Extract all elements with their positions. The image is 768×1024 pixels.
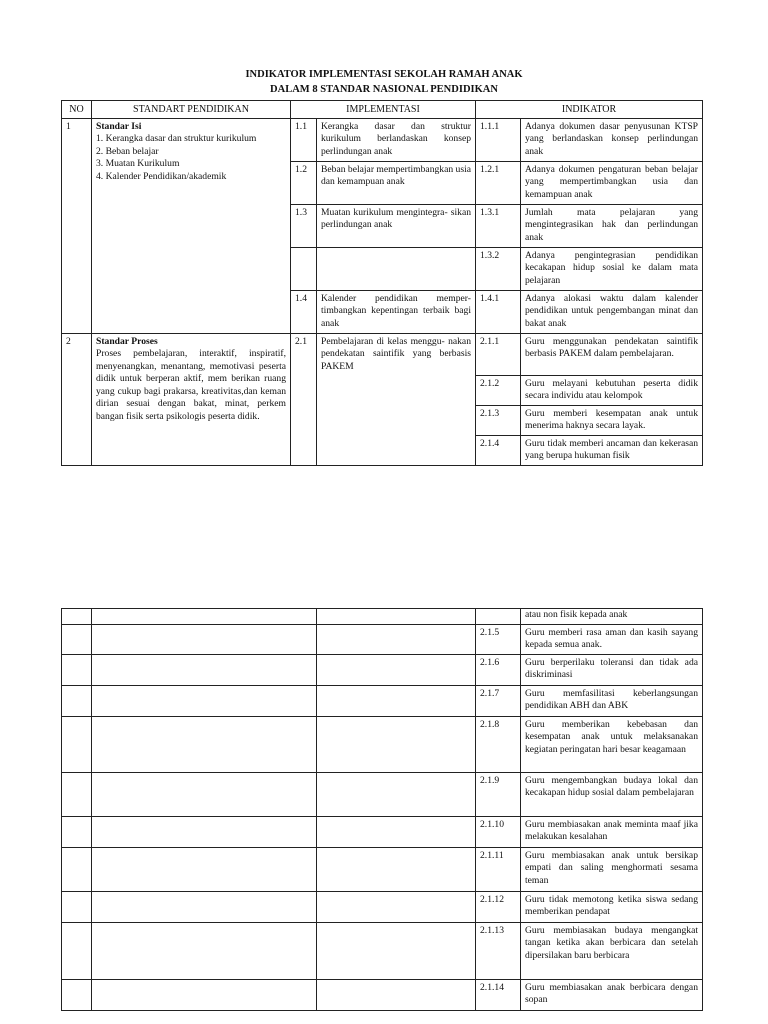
standard-cell — [92, 119, 291, 334]
impl-text-empty — [317, 248, 476, 291]
empty-cell — [476, 609, 521, 625]
empty-cell — [92, 717, 317, 773]
impl-text: Kalender pendidikan memper- timbangkan kepentingan terbaik bagi anak — [317, 291, 476, 334]
empty-cell — [317, 655, 476, 686]
empty-cell — [92, 609, 317, 625]
empty-cell — [92, 817, 317, 848]
ind-text: Guru tidak memotong ketika siswa sedang memberikan pendapat — [521, 892, 703, 923]
ind-code: 1.4.1 — [476, 291, 521, 334]
ind-text: Guru mengembangkan budaya lokal dan kecakapan hidup sosial dalam pembelajaran — [521, 773, 703, 817]
empty-cell — [317, 717, 476, 773]
table-row — [62, 773, 703, 817]
impl-code: 1.3 — [291, 205, 317, 248]
ind-text: Guru membiasakan anak meminta maaf jika melakukan kesalahan — [521, 817, 703, 848]
standard-name: Standar Proses — [96, 336, 158, 347]
header-standart: STANDART PENDIDIKAN — [92, 101, 291, 119]
empty-cell — [317, 892, 476, 923]
table-row — [62, 609, 703, 625]
table-row — [62, 655, 703, 686]
empty-cell — [92, 655, 317, 686]
standard-item: 3. Muatan Kurikulum — [96, 158, 180, 170]
ind-code: 2.1.5 — [476, 625, 521, 655]
empty-cell — [317, 848, 476, 892]
ind-code: 1.3.1 — [476, 205, 521, 248]
ind-code: 2.1.7 — [476, 686, 521, 717]
empty-cell — [317, 773, 476, 817]
impl-code: 1.2 — [291, 162, 317, 205]
ind-text: Guru menggunakan pendekatan saintifik berbasis PAKEM dalam pembelajaran. — [521, 334, 703, 376]
ind-code: 2.1.6 — [476, 655, 521, 686]
empty-cell — [92, 625, 317, 655]
impl-code: 2.1 — [291, 334, 317, 466]
ind-code: 2.1.12 — [476, 892, 521, 923]
row-no: 2 — [62, 334, 92, 466]
ind-text: Guru membiasakan anak berbicara dengan sopan — [521, 980, 703, 1011]
ind-text: Guru melayani kebutuhan peserta didik secara individu atau kelompok — [521, 376, 703, 406]
ind-text: Jumlah mata pelajaran yang mengintegrasikan hak dan perlindungan anak — [521, 205, 703, 248]
empty-cell — [317, 980, 476, 1011]
empty-cell — [92, 848, 317, 892]
empty-cell — [62, 980, 92, 1011]
ind-text: Guru tidak memberi ancaman dan kekerasan yang berupa hukuman fisik — [521, 436, 703, 466]
standard-desc: Proses pembelajaran, interaktif, inspiratif, menyenangkan, menantang, memotivasi peserta didik untuk berperan aktif, mem berikan ruang yang cukup bagi prakarsa, kreativitas,dan keman dirian sesuai dengan bakat, minat, perkem bangan fisik serta psikologis peserta didik. — [96, 348, 286, 422]
impl-code-empty — [291, 248, 317, 291]
empty-cell — [317, 817, 476, 848]
empty-cell — [62, 609, 92, 625]
empty-cell — [62, 848, 92, 892]
ind-code: 2.1.8 — [476, 717, 521, 773]
standard-item: 1. Kerangka dasar dan struktur kurikulum — [96, 133, 257, 145]
table-row — [62, 892, 703, 923]
ind-text: Guru berperilaku toleransi dan tidak ada diskriminasi — [521, 655, 703, 686]
ind-code: 2.1.4 — [476, 436, 521, 466]
ind-text: Guru memfasilitasi keberlangsungan pendidikan ABH dan ABK — [521, 686, 703, 717]
empty-cell — [317, 686, 476, 717]
table-row — [62, 923, 703, 980]
ind-code: 2.1.14 — [476, 980, 521, 1011]
empty-cell — [62, 655, 92, 686]
table-row — [62, 848, 703, 892]
ind-text: Adanya dokumen dasar penyusunan KTSP yang berlandaskan konsep perlindungan anak — [521, 119, 703, 162]
empty-cell — [92, 923, 317, 980]
empty-cell — [62, 817, 92, 848]
header-implementasi: IMPLEMENTASI — [291, 101, 476, 119]
empty-cell — [317, 609, 476, 625]
ind-text: Guru memberi rasa aman dan kasih sayang kepada semua anak. — [521, 625, 703, 655]
ind-text: Guru membiasakan anak untuk bersikap empati dan saling menghormati sesama teman — [521, 848, 703, 892]
empty-cell — [62, 773, 92, 817]
standard-item: 2. Beban belajar — [96, 145, 159, 157]
ind-code: 2.1.13 — [476, 923, 521, 980]
standard-items — [96, 133, 286, 183]
ind-code: 1.2.1 — [476, 162, 521, 205]
ind-text: Guru memberi kesempatan anak untuk menerima haknya secara layak. — [521, 406, 703, 436]
row-no: 1 — [62, 119, 92, 334]
empty-cell — [317, 923, 476, 980]
ind-text: Guru membiasakan budaya mengangkat tangan ketika akan berbicara dan setelah dipersilakan baru berbicara — [521, 923, 703, 980]
ind-code: 2.1.11 — [476, 848, 521, 892]
ind-text: Adanya dokumen pengaturan beban belajar yang mempertimbangkan usia dan kemampuan anak — [521, 162, 703, 205]
empty-cell — [62, 717, 92, 773]
doc-title-line2: DALAM 8 STANDAR NASIONAL PENDIDIKAN — [270, 84, 498, 95]
indicator-table-part2 — [61, 608, 703, 1011]
ind-code: 2.1.3 — [476, 406, 521, 436]
ind-code: 2.1.2 — [476, 376, 521, 406]
impl-text: Muatan kurikulum mengintegra- sikan perlindungan anak — [317, 205, 476, 248]
header-no: NO — [62, 101, 92, 119]
indicator-table-part1 — [61, 100, 703, 466]
table-header-row — [62, 101, 703, 119]
empty-cell — [92, 686, 317, 717]
impl-text: Beban belajar mempertimbangkan usia dan kemampuan anak — [317, 162, 476, 205]
ind-code: 2.1.10 — [476, 817, 521, 848]
empty-cell — [92, 773, 317, 817]
empty-cell — [62, 625, 92, 655]
empty-cell — [62, 892, 92, 923]
ind-text: atau non fisik kepada anak — [521, 609, 703, 625]
doc-title-line1: INDIKATOR IMPLEMENTASI SEKOLAH RAMAH ANAK — [245, 69, 523, 80]
impl-text: Kerangka dasar dan struktur kurikulum berlandaskan konsep perlindungan anak — [317, 119, 476, 162]
impl-text: Pembelajaran di kelas menggu- nakan pendekatan saintifik yang berbasis PAKEM — [317, 334, 476, 466]
table-row — [62, 817, 703, 848]
standard-cell — [92, 334, 291, 466]
table-row — [62, 625, 703, 655]
table-row — [62, 980, 703, 1011]
empty-cell — [92, 892, 317, 923]
ind-text: Adanya alokasi waktu dalam kalender pendidikan untuk pengembangan minat dan bakat anak — [521, 291, 703, 334]
ind-code: 1.3.2 — [476, 248, 521, 291]
header-indikator: INDIKATOR — [476, 101, 703, 119]
ind-text: Guru memberikan kebebasan dan kesempatan anak untuk melaksanakan kegiatan peringatan hari besar keagamaan — [521, 717, 703, 773]
empty-cell — [62, 923, 92, 980]
empty-cell — [62, 686, 92, 717]
standard-item: 4. Kalender Pendidikan/akademik — [96, 170, 227, 182]
impl-code: 1.1 — [291, 119, 317, 162]
standard-name: Standar Isi — [96, 121, 142, 132]
empty-cell — [317, 625, 476, 655]
ind-code: 2.1.9 — [476, 773, 521, 817]
table-row — [62, 717, 703, 773]
ind-code: 1.1.1 — [476, 119, 521, 162]
ind-text: Adanya pengintegrasian pendidikan kecakapan hidup sosial ke dalam mata pelajaran — [521, 248, 703, 291]
empty-cell — [92, 980, 317, 1011]
table-row — [62, 686, 703, 717]
ind-code: 2.1.1 — [476, 334, 521, 376]
impl-code: 1.4 — [291, 291, 317, 334]
table-row — [62, 334, 703, 376]
table-row — [62, 119, 703, 162]
